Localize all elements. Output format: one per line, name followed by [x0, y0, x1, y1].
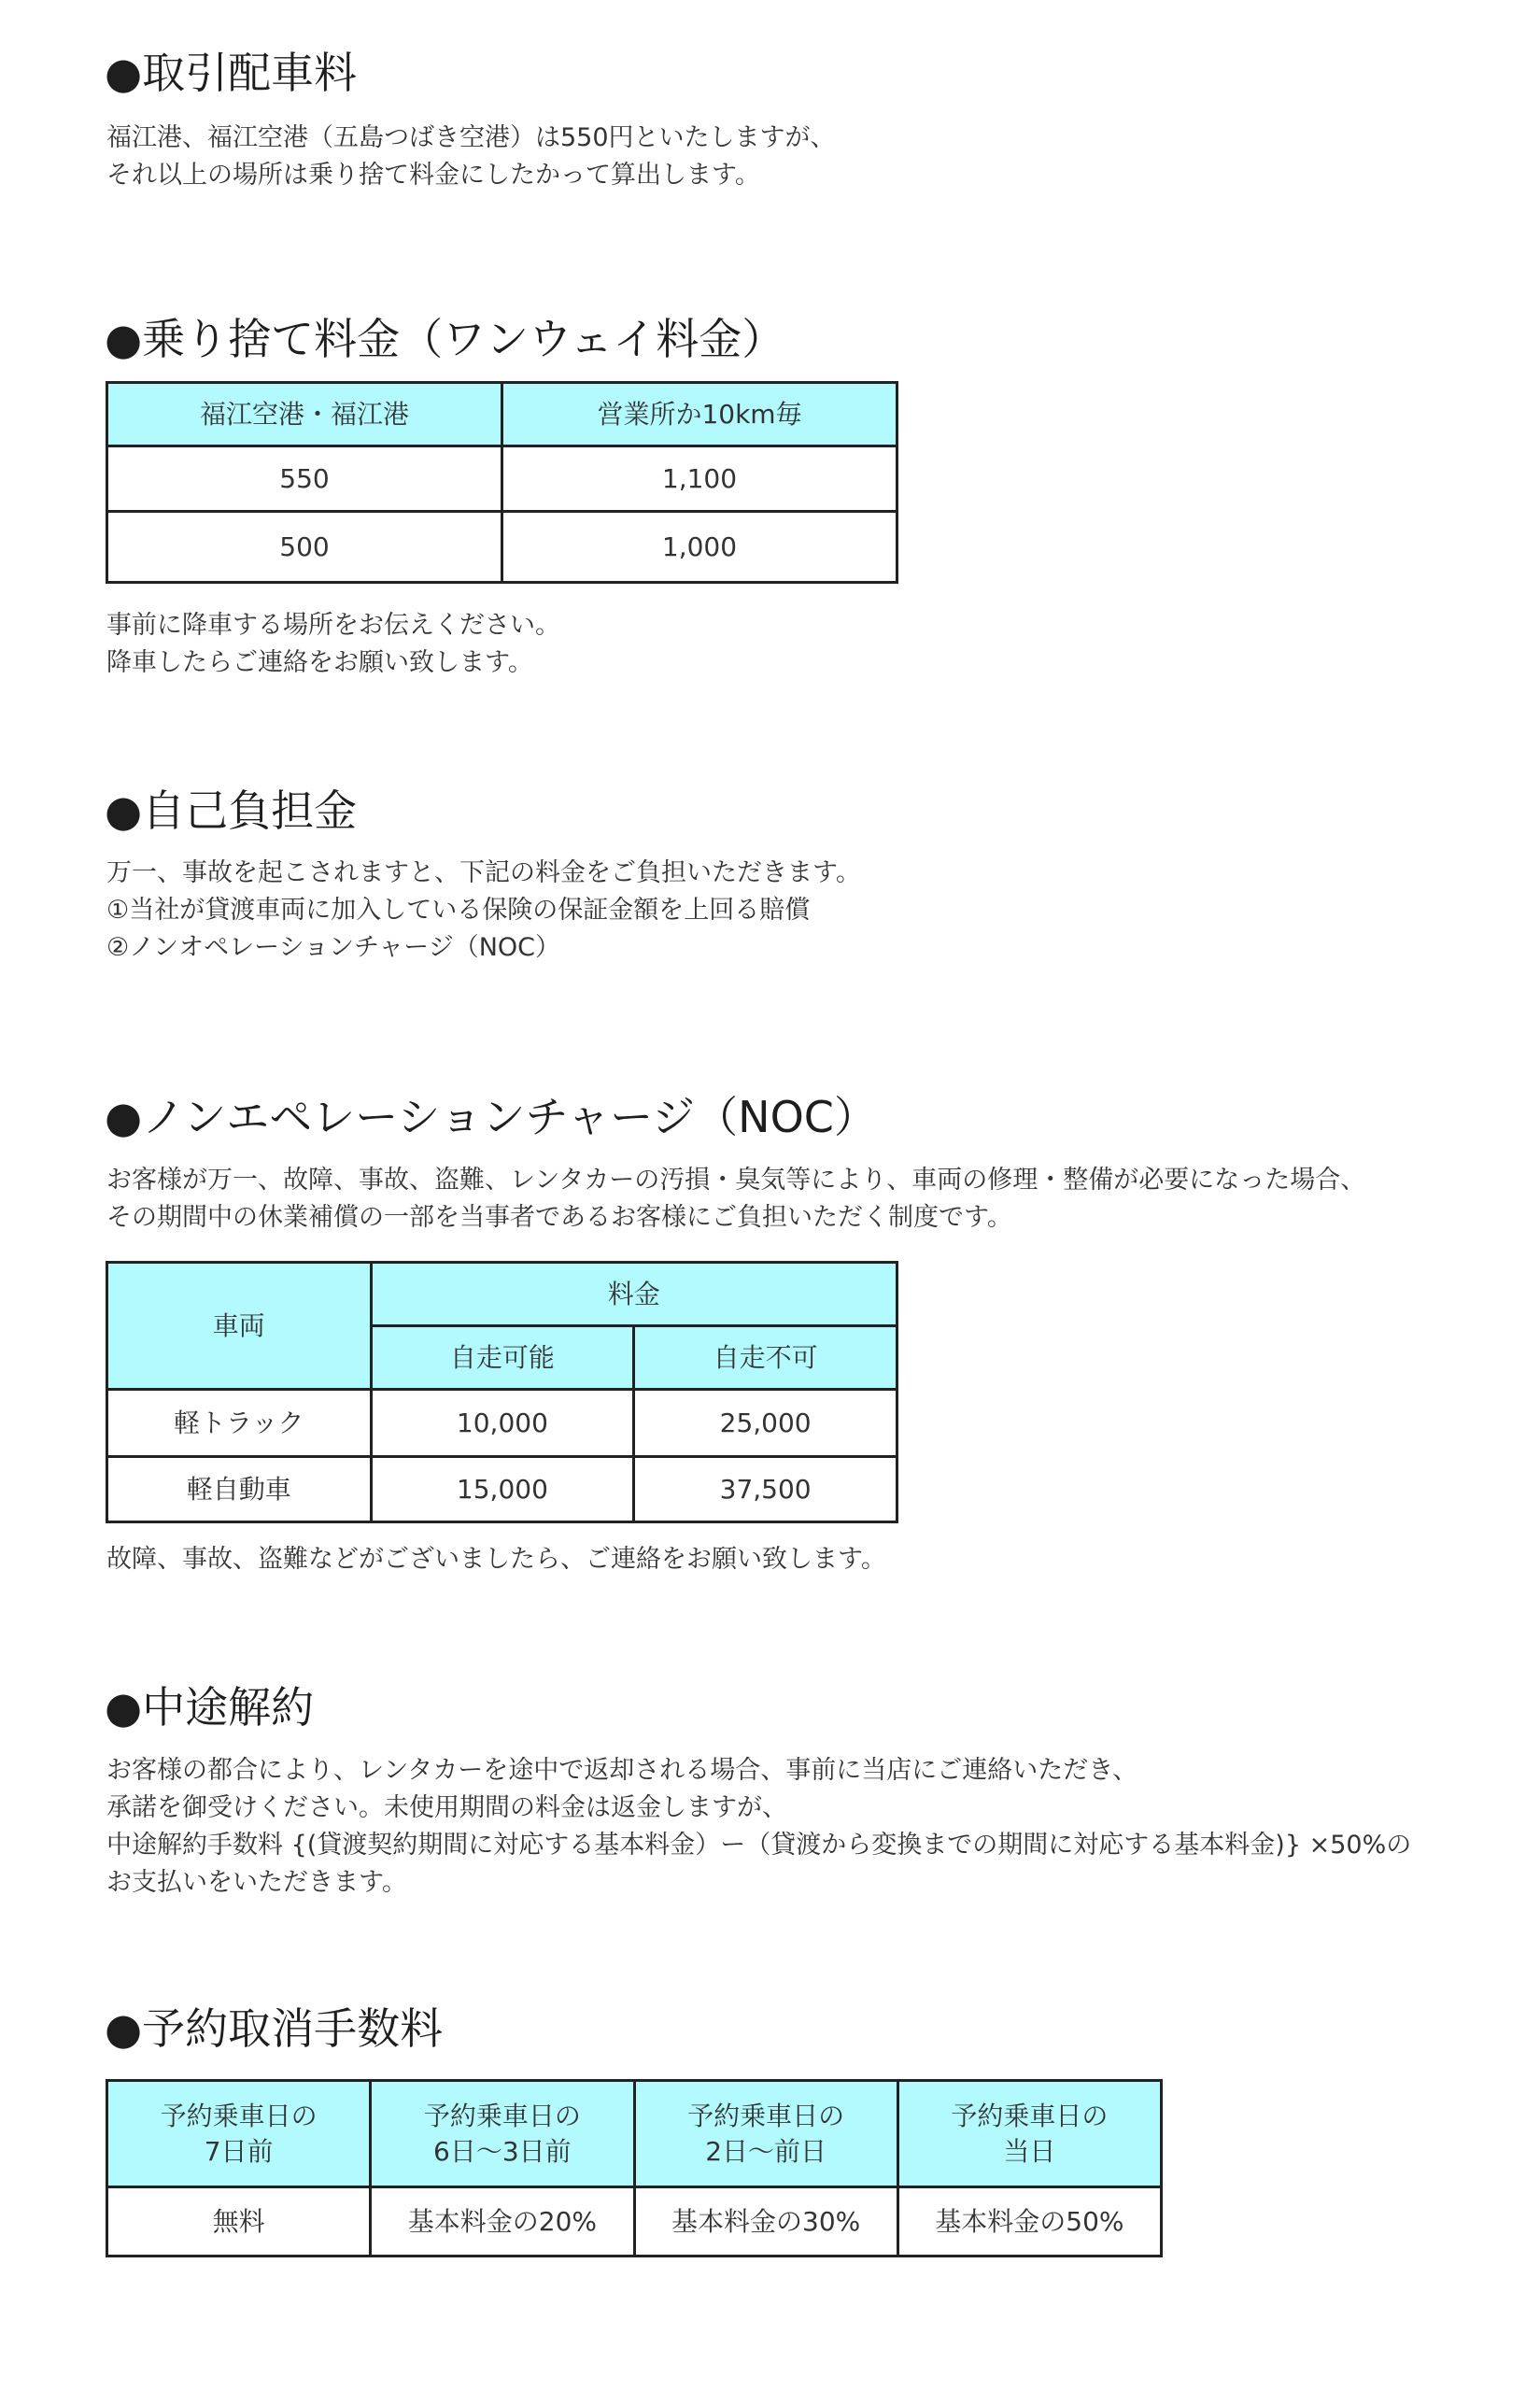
text-line: 故障、事故、盗難などがございましたら、ご連絡をお願い致します。 — [106, 1545, 886, 1574]
text-line: それ以上の場所は乗り捨て料金にしたかって算出します。 — [106, 161, 760, 190]
text-line: 承諾を御受けください。未使用期間の料金は返金しますが、 — [106, 1793, 787, 1822]
table-header-cell — [371, 2081, 634, 2187]
section-title-cancellation-fee: ●予約取消手数料 — [105, 2003, 444, 2054]
table-cell: 基本料金の30% — [634, 2187, 897, 2257]
header-line: 予約乗車日の — [423, 2100, 581, 2131]
table-cell: 15,000 — [371, 1457, 634, 1522]
table-header-cell: 営業所か10km毎 — [502, 383, 897, 446]
table-header-row — [107, 1263, 897, 1326]
section-title-dispatch-fee: ●取引配車料 — [105, 48, 358, 98]
header-line: 予約乗車日の — [687, 2100, 845, 2131]
text-line: 事前に降車する場所をお伝えください。 — [106, 611, 560, 640]
deductible-text — [106, 855, 861, 967]
table-header-cell: 自走不可 — [634, 1326, 897, 1390]
text-line: お客様の都合により、レンタカーを途中で返却される場合、事前に当店にご連絡いただき、 — [106, 1756, 1138, 1785]
header-line: 6日〜3日前 — [433, 2135, 572, 2167]
table-header-cell: 福江空港・福江港 — [107, 383, 502, 446]
header-line: 予約乗車日の — [951, 2100, 1109, 2131]
noc-note — [106, 1541, 886, 1578]
table-header-cell — [897, 2081, 1161, 2187]
header-line: 2日〜前日 — [705, 2135, 827, 2167]
table-row — [107, 1390, 897, 1457]
one-way-fee-notes — [106, 607, 560, 682]
text-line: 中途解約手数料 {(貸渡契約期間に対応する基本料金）ー（貸渡から変換までの期間に対応する基本料金)} ×50%の — [106, 1831, 1412, 1860]
one-way-fee-table — [106, 381, 898, 584]
table-cell: 550 — [107, 446, 502, 512]
text-line: 福江港、福江空港（五島つばき空港）は550円といたしますが、 — [106, 123, 836, 152]
table-header-row — [107, 2081, 1162, 2187]
dispatch-fee-text — [106, 120, 836, 194]
table-header-cell: 車両 — [107, 1263, 372, 1390]
header-line: 7日前 — [204, 2135, 274, 2167]
text-line: お支払いをいただきます。 — [106, 1868, 407, 1897]
table-header-row — [107, 383, 897, 446]
table-header-cell: 料金 — [371, 1263, 897, 1326]
text-line: 降車したらご連絡をお願い致します。 — [106, 648, 533, 677]
table-cell: 軽自動車 — [107, 1457, 372, 1522]
header-line: 予約乗車日の — [160, 2100, 318, 2131]
table-header-cell — [107, 2081, 371, 2187]
text-line: ①当社が貸渡車両に加入している保険の保証金額を上回る賠償 — [106, 896, 811, 925]
text-line: その期間中の休業補償の一部を当事者であるお客様にご負担いただく制度です。 — [106, 1203, 1012, 1232]
section-title-noc: ●ノンエペレーションチャージ（NOC） — [105, 1092, 877, 1142]
table-cell: 10,000 — [371, 1390, 634, 1457]
table-cell: 1,100 — [502, 446, 897, 512]
table-row — [107, 2187, 1162, 2257]
section-title-one-way-fee: ●乗り捨て料金（ワンウェイ料金） — [105, 314, 785, 364]
cancellation-fee-table — [106, 2079, 1163, 2257]
table-cell: 25,000 — [634, 1390, 897, 1457]
table-cell: 軽トラック — [107, 1390, 372, 1457]
text-line: 万一、事故を起こされますと、下記の料金をご負担いただきます。 — [106, 858, 861, 887]
section-title-deductible: ●自己負担金 — [105, 785, 358, 836]
table-cell: 500 — [107, 512, 502, 583]
text-line: お客様が万一、故障、事故、盗難、レンタカーの汚損・臭気等により、車両の修理・整備が必要になった場合、 — [106, 1166, 1366, 1195]
table-header-cell — [634, 2081, 897, 2187]
text-line: ②ノンオペレーションチャージ（NOC） — [106, 933, 560, 962]
table-row — [107, 512, 897, 583]
section-title-early-termination: ●中途解約 — [105, 1682, 315, 1733]
noc-table — [106, 1261, 898, 1523]
early-termination-text — [106, 1752, 1411, 1902]
header-line: 当日 — [1003, 2135, 1056, 2167]
table-cell: 1,000 — [502, 512, 897, 583]
table-cell: 基本料金の50% — [897, 2187, 1161, 2257]
table-cell: 基本料金の20% — [371, 2187, 634, 2257]
table-header-cell: 自走可能 — [371, 1326, 634, 1390]
table-cell: 37,500 — [634, 1457, 897, 1522]
table-row — [107, 1457, 897, 1522]
noc-description — [106, 1162, 1365, 1237]
table-cell: 無料 — [107, 2187, 371, 2257]
table-row — [107, 446, 897, 512]
